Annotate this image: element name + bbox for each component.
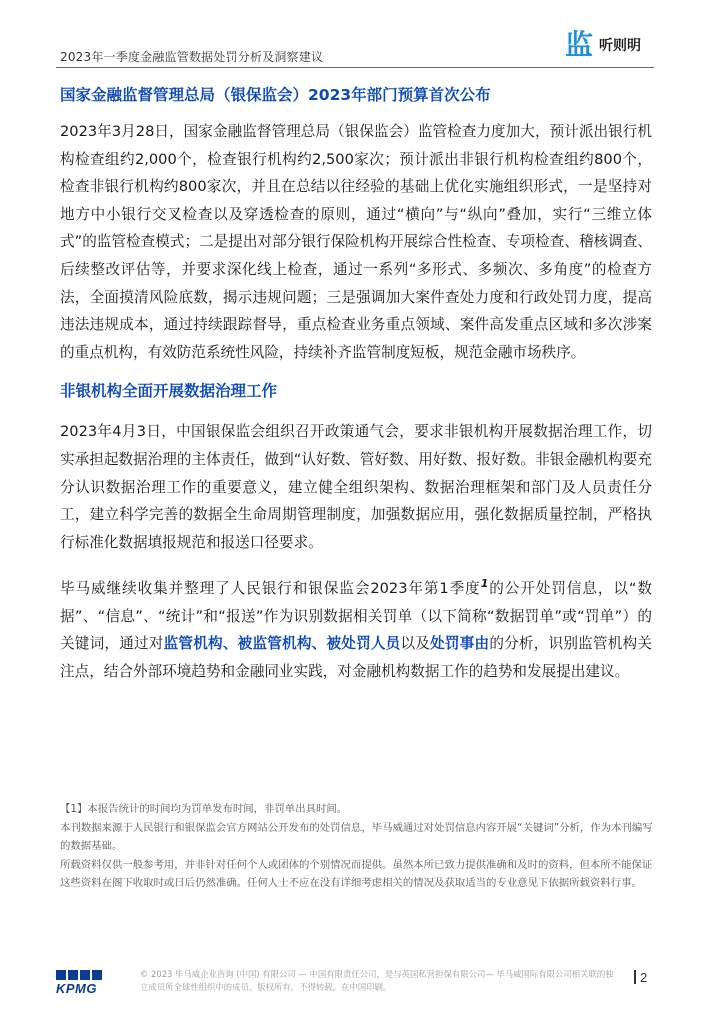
analysis-text-4: 的分析，识别监管机构关注点，结合外部环境趋势和金融同业实践，对金融机构数据工作的趋势和发展提出建议。 xyxy=(60,635,652,680)
logo-glyph: 监 xyxy=(565,28,594,61)
disclaimer-note: 所载资料仅供一般参考用，并非针对任何个人或团体的个别情况而提供。虽然本所已致力提供准确和及时的资料，但本所不能保证这些资料在阁下收取时或日后仍然准确。任何人士不应在没有详细考虑相关的情况及获取适当的专业意见下依据所载资料行事。 xyxy=(60,858,653,890)
page-number xyxy=(634,970,647,985)
paragraph-budget: 2023年3月28日，国家金融监督管理总局（银保监会）监管检查力度加大，预计派出银行机构检查组约2,000个，检查银行机构约2,500家次；预计派出非银行机构检查组约800个，检查非银行机构约800家次，并且在总结以往经验的基础上优化实施组织形式，一是坚持对地方中小银行交叉检查以及穿透检查的原则，通过“横向”与“纵向”叠加，实行“三维立体式”的监管检查模式；二是提出对部分银行保险机构开展综合性检查、专项检查、稽核调查、后续整改评估等，并要求深化线上检查，通过一系列“多形式、多频次、多角度”的检查方法，全面摸清风险底数，揭示违规问题；三是强调加大案件查处力度和行政处罚力度，提高违法违规成本，通过持续跟踪督导，重点检查业务重点领域、案件高发重点区域和多次涉案的重点机构，有效防范系统性风险，持续补齐监管制度短板，规范金融市场秩序。 xyxy=(60,123,652,361)
main-content xyxy=(60,84,652,686)
column-logo xyxy=(565,30,641,60)
page-number-value: 2 xyxy=(640,970,648,985)
footnotes xyxy=(60,800,660,893)
analysis-text-3: 以及 xyxy=(400,635,431,653)
kpmg-logo xyxy=(56,970,106,996)
page-number-bar xyxy=(634,970,636,984)
logo-text: 听则明 xyxy=(599,38,642,54)
highlight-analysis-subjects: 监管机构、被监管机构、被处罚人员 xyxy=(163,635,401,653)
kpmg-wordmark: KPMG xyxy=(56,981,97,996)
section-heading-data-governance: 非银机构全面开展数据治理工作 xyxy=(60,382,278,401)
paragraph-analysis-scope xyxy=(60,570,652,685)
legal-notice: © 2023 毕马威企业咨询 (中国) 有限公司 — 中国有限责任公司，是与英国私营担保有限公司— 毕马威国际有限公司相关联的独立成员所全球性组织中的成员。版权所有，不得转载。在中国印刷。 xyxy=(140,969,614,992)
footnote-1: 【1】本报告统计的时间均为罚单发布时间，非罚单出具时间。 xyxy=(60,803,348,815)
section-heading-budget: 国家金融监督管理总局（银保监会）2023年部门预算首次公布 xyxy=(60,86,491,104)
analysis-text-2: 的公开处罚信息，以“数据”、“信息”、“统计”和“报送”作为识别数据相关罚单（以下简称“数据罚单”或“罚单”）的关键词，通过对 xyxy=(60,580,652,653)
data-source-note: 本刊数据来源于人民银行和银保监会官方网站公开发布的处罚信息，毕马威通过对处罚信息内容开展“关键词”分析，作为本刊编写的数据基础。 xyxy=(60,821,653,853)
report-title: 2023年一季度金融监管数据处罚分析及洞察建议 xyxy=(60,50,324,64)
kpmg-logo-boxes xyxy=(56,970,106,980)
highlight-penalty-reasons: 处罚事由 xyxy=(430,635,490,653)
page-footer xyxy=(0,960,709,1024)
header-divider xyxy=(56,67,654,68)
analysis-text-1: 毕马威继续收集并整理了人民银行和银保监会2023年第1季度 xyxy=(60,580,481,598)
footnote-reference[interactable]: 1 xyxy=(480,577,489,591)
page-header xyxy=(0,0,709,70)
paragraph-data-governance: 2023年4月3日，中国银保监会组织召开政策通气会，要求非银机构开展数据治理工作，切实承担起数据治理的主体责任，做到“认好数、管好数、用好数、报好数。非银金融机构要充分认识数据治理工作的重要意义，建立健全组织架构、数据治理框架和部门及人员责任分工，建立科学完善的数据全生命周期管理制度，加强数据应用，强化数据质量控制，严格执行标准化数据填报规范和报送口径要求。 xyxy=(60,423,652,551)
